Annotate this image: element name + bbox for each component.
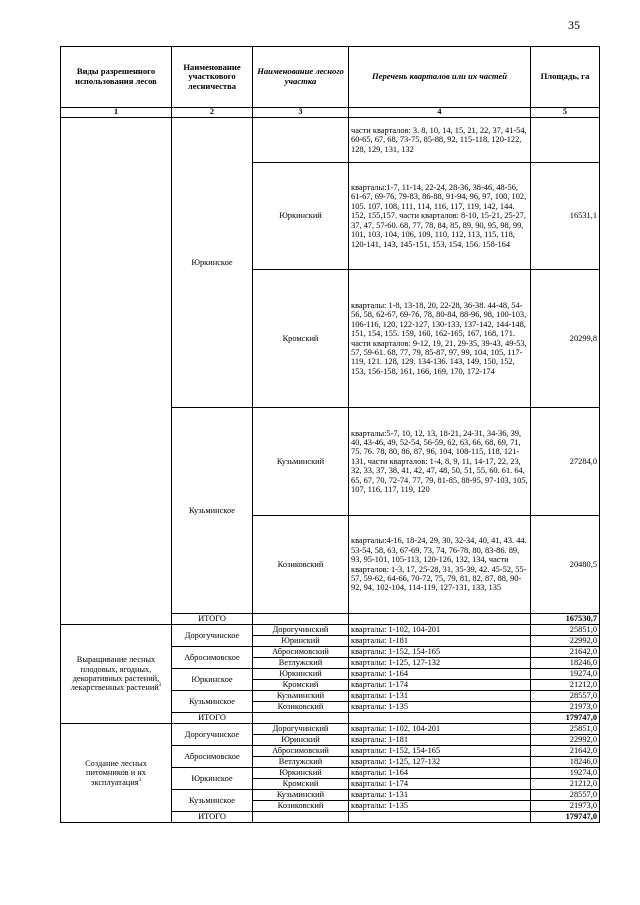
area-cell: 21642,0 (531, 647, 600, 658)
quarters-cell: кварталы: 1-135 (349, 801, 531, 812)
page-number: 35 (568, 18, 580, 32)
area-cell: 25851,0 (531, 724, 600, 735)
forestry-cell: Кузьминское (172, 790, 253, 812)
area-cell: 20299,8 (531, 270, 600, 408)
area-cell: 21642,0 (531, 746, 600, 757)
area-cell: 21212,0 (531, 680, 600, 691)
site-cell: Дорогучинский (253, 724, 349, 735)
blank-cell (349, 713, 531, 724)
site-cell: Кузьминский (253, 790, 349, 801)
header-use-type: Виды разрешенного использования лесов (61, 47, 172, 108)
quarters-cell: кварталы: 1-174 (349, 680, 531, 691)
area-cell: 22992,0 (531, 636, 600, 647)
area-cell-blank (531, 118, 600, 163)
site-cell: Ветлужский (253, 757, 349, 768)
quarters-cell: кварталы: 1-102, 104-201 (349, 724, 531, 735)
forestry-cell: Юркинское (172, 118, 253, 408)
area-cell: 28557,0 (531, 691, 600, 702)
forestry-cell: Дорогучинское (172, 724, 253, 746)
table-header-row (61, 47, 600, 108)
site-cell: Кромский (253, 680, 349, 691)
area-cell: 20480,5 (531, 516, 600, 614)
quarters-cell: кварталы: 1-152, 154-165 (349, 647, 531, 658)
header-quarters: Перечень кварталов или их частей (349, 47, 531, 108)
forestry-cell: Абросимовское (172, 746, 253, 768)
blank-cell (349, 614, 531, 625)
blank-cell (253, 713, 349, 724)
forestry-cell: Абросимовское (172, 647, 253, 669)
blank-cell (253, 812, 349, 823)
area-cell: 21212,0 (531, 779, 600, 790)
blank-cell (253, 614, 349, 625)
area-cell: 16531,1 (531, 163, 600, 270)
table-row (61, 625, 600, 636)
forestry-cell: Кузьминское (172, 691, 253, 713)
use-type-cell-blank (61, 118, 172, 625)
total-value: 179747,0 (531, 713, 600, 724)
column-number: 4 (349, 108, 531, 118)
area-cell: 25851,0 (531, 625, 600, 636)
quarters-cell: кварталы: 1-125, 127-132 (349, 757, 531, 768)
footnote-mark: 3 (138, 777, 142, 783)
forestry-cell: Кузьминское (172, 408, 253, 614)
column-number: 3 (253, 108, 349, 118)
column-number: 1 (61, 108, 172, 118)
table-row (61, 724, 600, 735)
total-value: 167530,7 (531, 614, 600, 625)
quarters-cell: кварталы:4-16, 18-24, 29, 30, 32-34, 40, 41, 43. 44. 53-54, 58, 63, 67-69, 73, 74, 76-78, 80, 83-86. 89, 93, 95-101, 105-113, 120-126, 132, 134, части кварталов: 1-3, 17, 25-28, 31, 35-39, 42. 45-52, 55-57, 59-62, 64-66, 70-72, 75, 79, 81, 82, 87, 88, 90-92, 94, 102-104, 114-119, 127-131, 133, 135 (349, 516, 531, 614)
use-type-text: Выращивание лесных плодовых, ягодных, декоративных растений, лекарственных растений (70, 655, 160, 693)
total-label: ИТОГО (172, 614, 253, 625)
use-type-cell (61, 724, 172, 823)
site-cell: Ветлужский (253, 658, 349, 669)
forestry-cell: Юркинское (172, 768, 253, 790)
site-cell: Кузьминский (253, 408, 349, 516)
site-cell: Абросимовский (253, 746, 349, 757)
area-cell: 19274,0 (531, 768, 600, 779)
area-cell: 27284,0 (531, 408, 600, 516)
quarters-cell: кварталы: 1-174 (349, 779, 531, 790)
site-cell: Юркинский (253, 669, 349, 680)
forestry-cell: Дорогучинское (172, 625, 253, 647)
area-cell: 21973,0 (531, 702, 600, 713)
column-number: 5 (531, 108, 600, 118)
quarters-cell: части кварталов: 3. 8, 10, 14, 15, 21, 22, 37, 41-54, 60-65, 67, 68, 73-75, 85-88, 92, 115-118, 120-122, 128, 129, 131, 132 (349, 118, 531, 163)
site-cell: Козиковский (253, 801, 349, 812)
site-cell: Абросимовский (253, 647, 349, 658)
site-cell: Юркинский (253, 163, 349, 270)
column-number-row (61, 108, 600, 118)
header-site: Наименование лесного участка (253, 47, 349, 108)
site-cell: Кромский (253, 270, 349, 408)
quarters-cell: кварталы: 1-102, 104-201 (349, 625, 531, 636)
header-forestry: Наименование участкового лесничества (172, 47, 253, 108)
site-cell: Юринский (253, 735, 349, 746)
use-type-cell (61, 625, 172, 724)
site-cell: Дорогучинский (253, 625, 349, 636)
area-cell: 19274,0 (531, 669, 600, 680)
footnote-mark: 3 (158, 683, 162, 689)
site-cell: Юркинский (253, 768, 349, 779)
area-cell: 18246,0 (531, 658, 600, 669)
quarters-cell: кварталы: 1-164 (349, 669, 531, 680)
total-label: ИТОГО (172, 812, 253, 823)
quarters-cell: кварталы: 1-125, 127-132 (349, 658, 531, 669)
area-cell: 22992,0 (531, 735, 600, 746)
quarters-cell: кварталы: 1-131 (349, 691, 531, 702)
total-label: ИТОГО (172, 713, 253, 724)
blank-cell (349, 812, 531, 823)
site-cell: Козиковский (253, 516, 349, 614)
table-row (61, 118, 600, 163)
column-number: 2 (172, 108, 253, 118)
quarters-cell: кварталы: 1-135 (349, 702, 531, 713)
area-cell: 18246,0 (531, 757, 600, 768)
quarters-cell: кварталы: 1-181 (349, 735, 531, 746)
total-value: 179747,0 (531, 812, 600, 823)
quarters-cell: кварталы: 1-131 (349, 790, 531, 801)
quarters-cell: кварталы: 1-152, 154-165 (349, 746, 531, 757)
header-area: Площадь, га (531, 47, 600, 108)
site-cell: Кузьминский (253, 691, 349, 702)
site-cell: Юринский (253, 636, 349, 647)
quarters-cell: кварталы:1-7, 11-14, 22-24, 28-36, 38-46, 48-56, 61-67, 69-76, 79-83, 86-88, 91-94, 96, 97, 100, 102, 105. 107, 108, 111, 114, 116, 117, 119, 142, 144. 152, 155,157. части кварталов: 8-10, 15-21, 25-27, 37, 47, 57-60. 68, 77, 78, 84, 85, 89, 90, 95, 98, 99, 101, 103, 104, 106, 109, 110, 112, 113, 115, 118, 120-141, 143, 145-151, 153, 154, 156. 158-164 (349, 163, 531, 270)
site-cell: Козиковский (253, 702, 349, 713)
area-cell: 21973,0 (531, 801, 600, 812)
area-cell: 28557,0 (531, 790, 600, 801)
use-type-text: Создание лесных питомников и их эксплуатация (85, 758, 147, 787)
forest-use-table (60, 46, 600, 823)
quarters-cell: кварталы:5-7, 10, 12, 13, 18-21, 24-31, 34-36, 39, 40, 43-46, 49, 52-54, 56-59, 62, 63, 66, 68, 69, 71, 75. 76. 78, 80, 86, 87, 96, 104, 108-115, 118, 121-131, части кварталов: 1-4, 8, 9, 11, 14-17, 22, 23, 32, 33, 37, 38, 41, 42, 47, 48, 50, 51, 55, 60. 61. 64, 65, 67, 70, 72-74. 77, 79, 81-85, 88-95, 97-103, 105, 107, 116, 117, 119, 120 (349, 408, 531, 516)
forestry-cell: Юркинское (172, 669, 253, 691)
quarters-cell: кварталы: 1-181 (349, 636, 531, 647)
quarters-cell: кварталы: 1-164 (349, 768, 531, 779)
site-cell-blank (253, 118, 349, 163)
quarters-cell: кварталы: 1-8, 13-18, 20, 22-28, 36-38. 44-48, 54-56, 58, 62-67, 69-76, 78, 80-84, 88-96, 98, 100-103, 106-116, 120, 122-127, 130-133, 137-142, 144-148, 151, 154, 155. 159, 160, 162-165, 167, 168, 171. части кварталов: 9-12, 19, 21, 29-35, 39-43, 49-53, 57, 59-61. 68, 77, 79, 85-87, 97, 99, 104, 105, 117-119, 121. 128, 129. 134-136. 143, 149, 150, 152, 153, 156-158, 161, 166, 169, 170, 172-174 (349, 270, 531, 408)
site-cell: Кромский (253, 779, 349, 790)
